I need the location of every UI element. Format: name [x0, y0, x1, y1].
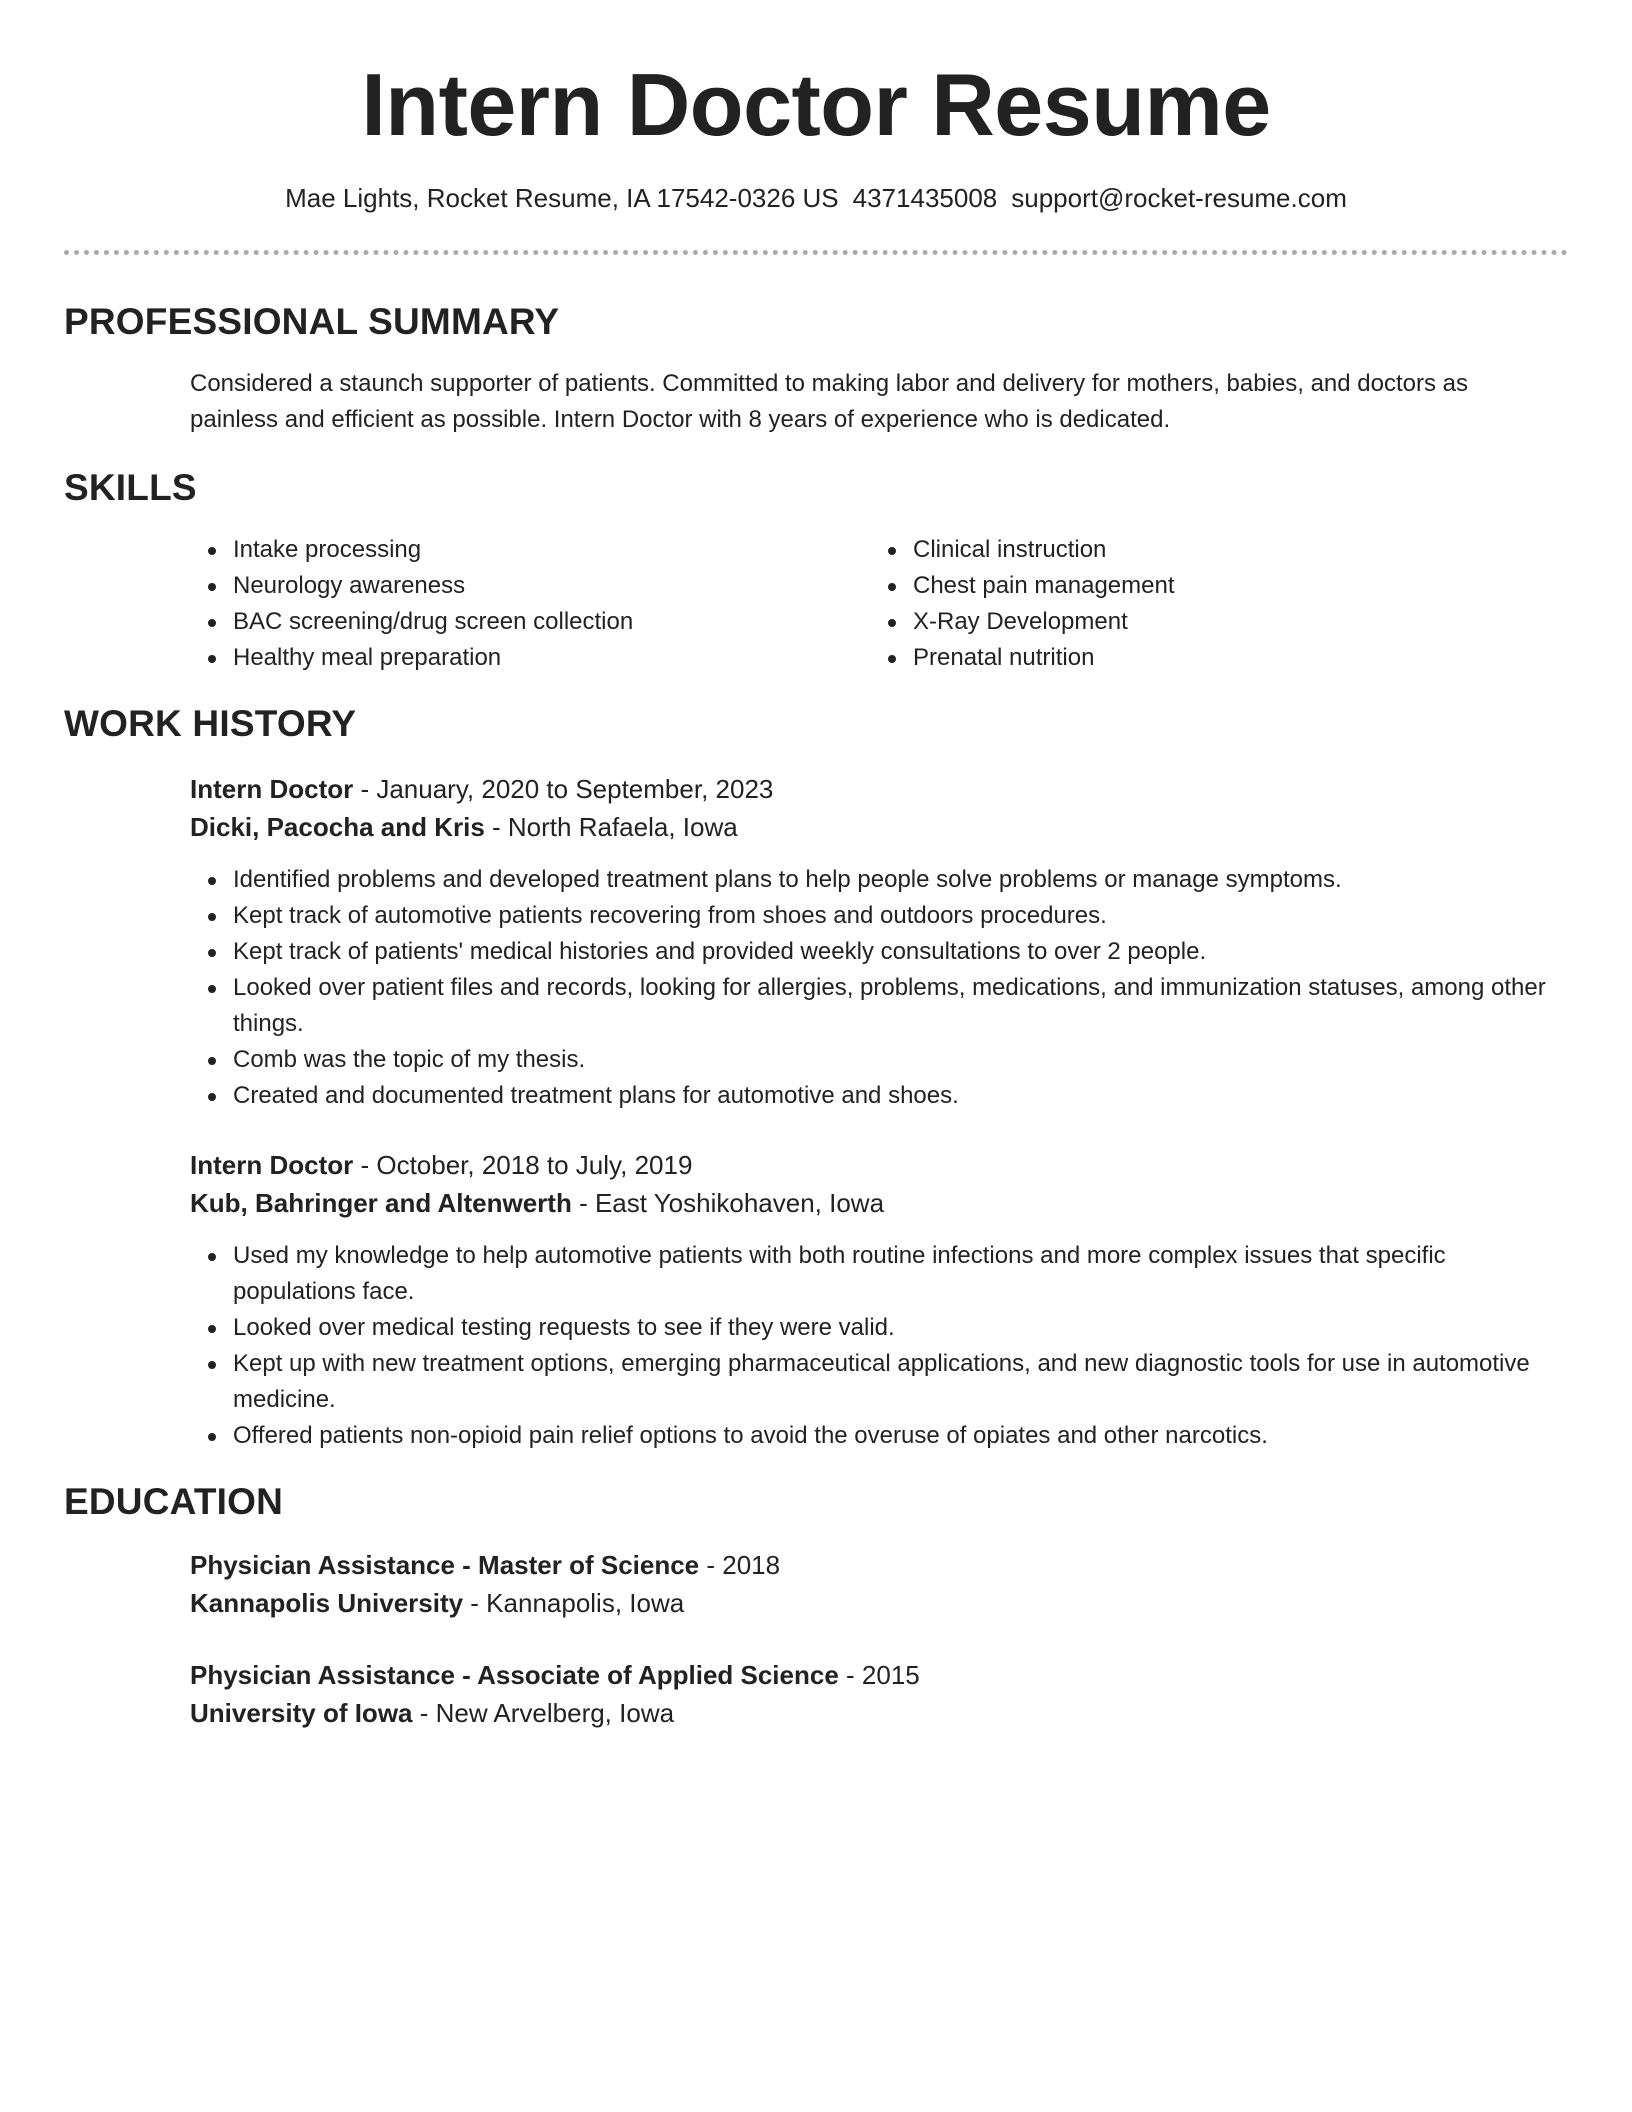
education-1-school-line [190, 1584, 684, 1622]
skill-item: BAC screening/drug screen collection [190, 604, 830, 640]
education-2-school-line [190, 1694, 674, 1732]
contact-phone: 4371435008 [852, 183, 998, 213]
skill-item: Healthy meal preparation [190, 640, 830, 676]
job-1-duties [190, 862, 1550, 1114]
skill-item: X-Ray Development [870, 604, 1510, 640]
job-2-employer-line [190, 1184, 884, 1222]
skills-list-left [190, 532, 830, 676]
job-dates: - October, 2018 to July, 2019 [353, 1150, 693, 1180]
job-location: - East Yoshikohaven, Iowa [571, 1188, 885, 1218]
job-dates: - January, 2020 to September, 2023 [353, 774, 774, 804]
page-title: Intern Doctor Resume [361, 55, 1271, 154]
education-heading: EDUCATION [64, 1481, 283, 1522]
contact-address: Mae Lights, Rocket Resume, IA 17542-0326 US [285, 183, 839, 213]
contact-info [0, 180, 1632, 216]
education-location: - Kannapolis, Iowa [463, 1588, 685, 1618]
duty-item: Identified problems and developed treatment plans to help people solve problems or manage symptoms. [190, 862, 1550, 898]
education-degree: Physician Assistance - Associate of Applied Science [190, 1660, 839, 1690]
summary-text: Considered a staunch supporter of patients. Committed to making labor and delivery for mothers, babies, and doctors as painless and efficient as possible. Intern Doctor with 8 years of experience who is dedicated. [190, 370, 1469, 433]
duty-item: Looked over medical testing requests to see if they were valid. [190, 1310, 1550, 1346]
skill-item: Prenatal nutrition [870, 640, 1510, 676]
duty-item: Created and documented treatment plans for automotive and shoes. [190, 1078, 1550, 1114]
education-school: University of Iowa [190, 1698, 413, 1728]
job-1-employer-line [190, 808, 738, 846]
skill-item: Clinical instruction [870, 532, 1510, 568]
duty-item: Used my knowledge to help automotive patients with both routine infections and more complex issues that specific populations face. [190, 1238, 1550, 1310]
duty-item: Kept up with new treatment options, emerging pharmaceutical applications, and new diagnostic tools for use in automotive medicine. [190, 1346, 1550, 1418]
summary-heading: PROFESSIONAL SUMMARY [64, 301, 560, 342]
job-2-duties [190, 1238, 1550, 1454]
education-2-degree-line [190, 1656, 920, 1694]
duty-item: Comb was the topic of my thesis. [190, 1042, 1550, 1078]
skill-item: Chest pain management [870, 568, 1510, 604]
job-employer: Dicki, Pacocha and Kris [190, 812, 485, 842]
skills-list-right [870, 532, 1510, 676]
contact-email: support@rocket-resume.com [1011, 183, 1347, 213]
education-1-degree-line [190, 1546, 780, 1584]
education-location: - New Arvelberg, Iowa [412, 1698, 675, 1728]
education-school: Kannapolis University [190, 1588, 464, 1618]
skill-item: Intake processing [190, 532, 830, 568]
duty-item: Offered patients non-opioid pain relief options to avoid the overuse of opiates and other narcotics. [190, 1418, 1550, 1454]
header-divider [64, 250, 1568, 255]
duty-item: Kept track of automotive patients recovering from shoes and outdoors procedures. [190, 898, 1550, 934]
education-year: - 2018 [699, 1550, 781, 1580]
duty-item: Kept track of patients' medical histories and provided weekly consultations to over 2 people. [190, 934, 1550, 970]
job-title: Intern Doctor [190, 774, 354, 804]
job-title: Intern Doctor [190, 1150, 354, 1180]
job-location: - North Rafaela, Iowa [484, 812, 738, 842]
education-degree: Physician Assistance - Master of Science [190, 1550, 700, 1580]
skills-heading: SKILLS [64, 467, 197, 508]
duty-item: Looked over patient files and records, looking for allergies, problems, medications, and immunization statuses, among other things. [190, 970, 1550, 1042]
job-1-title-line [190, 770, 773, 808]
education-year: - 2015 [838, 1660, 920, 1690]
skill-item: Neurology awareness [190, 568, 830, 604]
job-2-title-line [190, 1146, 692, 1184]
job-employer: Kub, Bahringer and Altenwerth [190, 1188, 572, 1218]
work-history-heading: WORK HISTORY [64, 703, 357, 744]
